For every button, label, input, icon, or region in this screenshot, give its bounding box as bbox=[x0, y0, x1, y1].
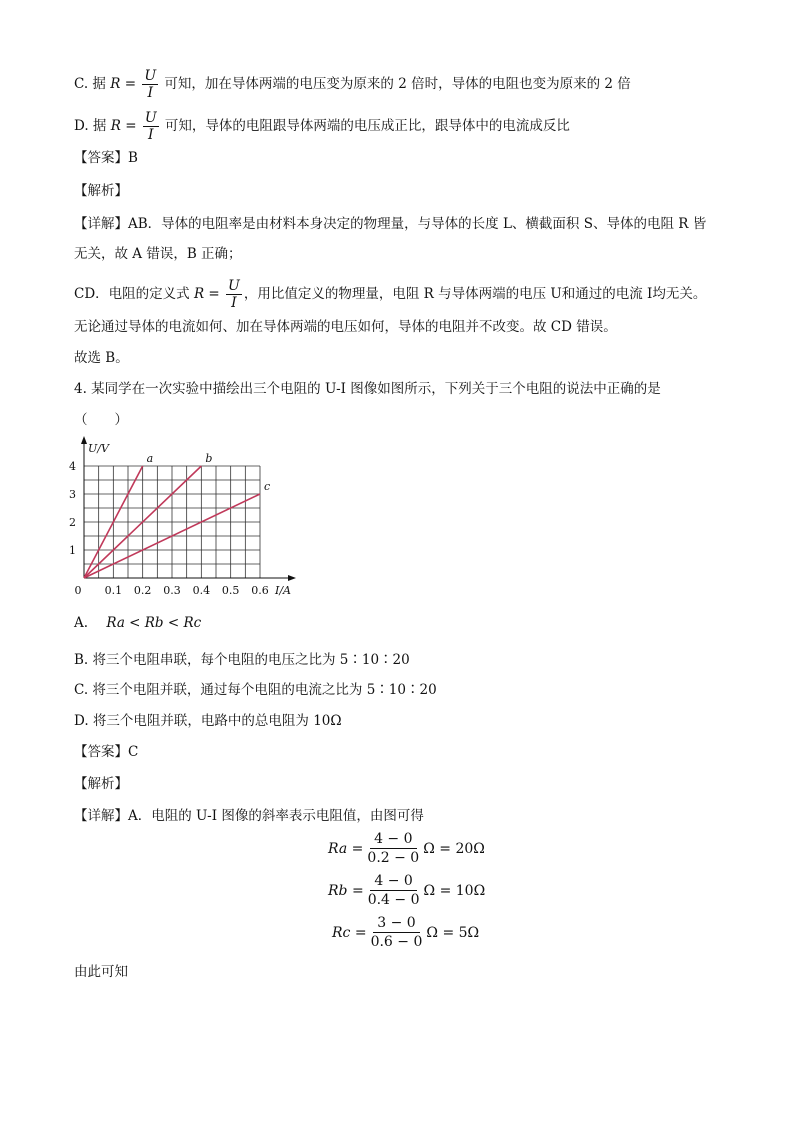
detail-line: 【详解】A．电阻的 U-I 图像的斜率表示电阻值，由图可得 bbox=[74, 808, 424, 824]
analysis-label: 【解析】 bbox=[74, 183, 128, 199]
graph-grid bbox=[84, 466, 260, 578]
option-d: D. 将三个电阻并联，电路中的总电阻为 10Ω bbox=[74, 713, 342, 729]
option-a: A. Ra < Rb < Rc bbox=[74, 615, 202, 631]
origin-label: 0 bbox=[74, 584, 82, 597]
equation-rc: Rc = $\frac{3 - 0}{0.6 - 0}$ Ω = 5Ω bbox=[332, 915, 480, 950]
fraction-u-over-i: $\frac{U}{I}$ bbox=[144, 68, 157, 101]
x-axis-arrow bbox=[288, 575, 296, 581]
question-paren: （ ） bbox=[74, 412, 128, 428]
x-tick-label: 0.4 bbox=[192, 584, 211, 597]
option-c: C. 将三个电阻并联，通过每个电阻的电流之比为 5∶10∶20 bbox=[74, 682, 437, 698]
series-label-b: b bbox=[205, 452, 213, 465]
detail-line-1: 【详解】AB．导体的电阻率是由材料本身决定的物理量，与导体的长度 L、横截面积 S、导体的电阻 R 皆 bbox=[74, 216, 707, 232]
var-r: R bbox=[110, 76, 121, 92]
y-tick-label: 4 bbox=[69, 460, 76, 473]
detail-line-5: 故选 B。 bbox=[74, 350, 129, 366]
x-tick-label: 0.2 bbox=[133, 584, 152, 597]
fraction-u-over-i: $\frac{U}{I}$ bbox=[228, 278, 240, 311]
x-axis-label: I/A bbox=[275, 584, 291, 597]
x-tick-label: 0.3 bbox=[163, 584, 181, 597]
y-tick-label: 1 bbox=[69, 544, 76, 557]
graph-labels bbox=[69, 442, 291, 597]
detail-line-3: CD．电阻的定义式 R = $\frac{U}{I}$ ，用比值定义的物理量，电阻 R 与导体两端的电压 U和通过的电流 I均无关。 bbox=[74, 278, 707, 311]
option-a-math: Ra < Rb < Rc bbox=[106, 615, 202, 631]
series-label-a: a bbox=[146, 452, 154, 465]
answer-label: 【答案】B bbox=[74, 150, 138, 166]
option-b: B. 将三个电阻串联，每个电阻的电压之比为 5∶10∶20 bbox=[74, 652, 410, 668]
conclusion-line: 由此可知 bbox=[74, 964, 128, 980]
ui-graph bbox=[68, 436, 304, 600]
option-d: D. 据 R = $\frac{U}{I}$ 可知，导体的电阻跟导体两端的电压成正比，跟导体中的电流成反比 bbox=[74, 110, 570, 143]
option-c: C. 据 R = $\frac{U}{I}$ 可知，加在导体两端的电压变为原来的 2 倍时，导体的电阻也变为原来的 2 倍 bbox=[74, 68, 631, 101]
equation-rb: Rb = $\frac{4 - 0}{0.4 - 0}$ Ω = 10Ω bbox=[328, 873, 486, 908]
analysis-label: 【解析】 bbox=[74, 776, 128, 792]
detail-line-2: 无关，故 A 错误，B 正确； bbox=[74, 246, 242, 262]
fraction-u-over-i: $\frac{U}{I}$ bbox=[144, 110, 157, 143]
series-label-c: c bbox=[264, 480, 271, 493]
x-tick-label: 0.1 bbox=[104, 584, 123, 597]
question-stem: 4. 某同学在一次实验中描绘出三个电阻的 U-I 图像如图所示，下列关于三个电阻的说法中正确的是 bbox=[74, 381, 661, 397]
detail-line-4: 无论通过导体的电流如何、加在导体两端的电压如何，导体的电阻并不改变。故 CD 错误。 bbox=[74, 319, 617, 335]
y-axis-label: U/V bbox=[88, 442, 109, 455]
y-tick-label: 2 bbox=[69, 516, 76, 529]
x-tick-label: 0.6 bbox=[251, 584, 269, 597]
answer-label: 【答案】C bbox=[74, 744, 139, 760]
var-r: R bbox=[110, 118, 121, 134]
x-tick-label: 0.5 bbox=[221, 584, 240, 597]
y-axis-arrow bbox=[81, 436, 87, 444]
y-tick-label: 3 bbox=[69, 488, 76, 501]
equation-ra: Ra = $\frac{4 - 0}{0.2 - 0}$ Ω = 20Ω bbox=[328, 831, 485, 866]
